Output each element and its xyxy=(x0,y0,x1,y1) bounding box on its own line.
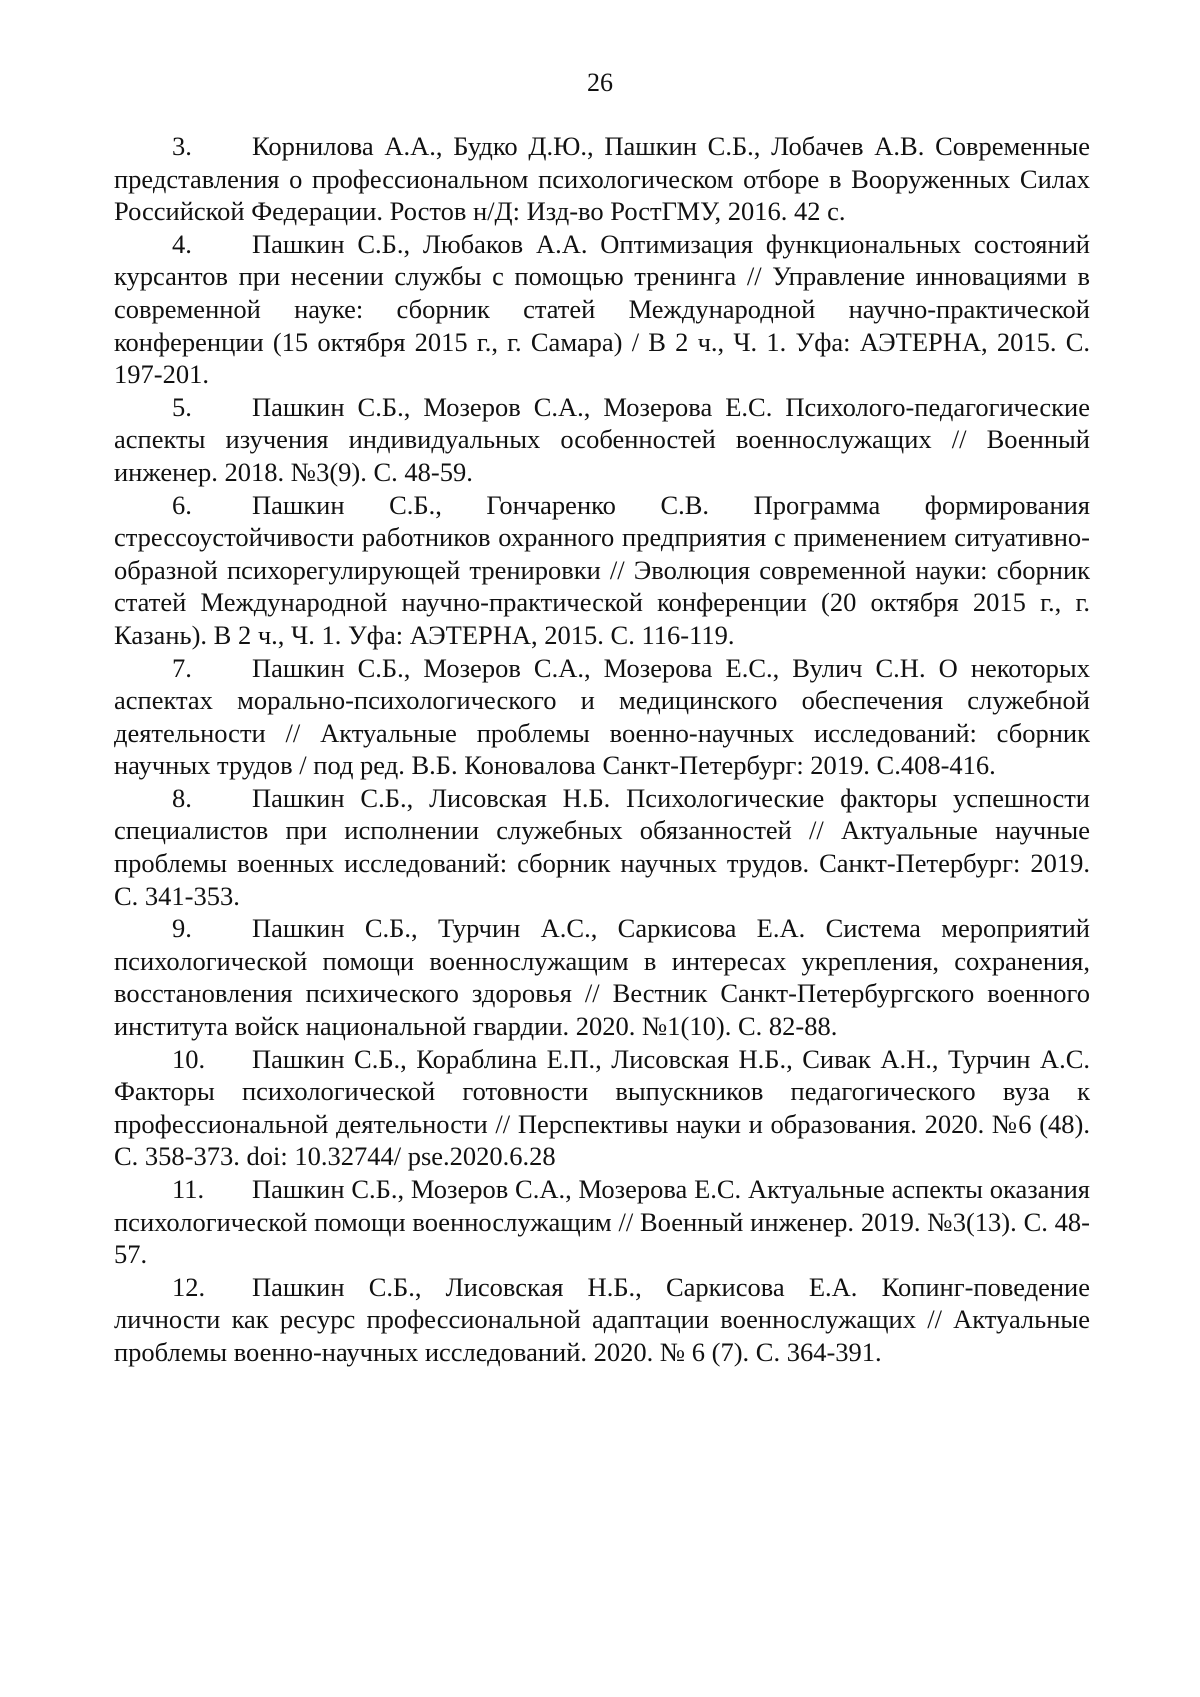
reference-text: Пашкин С.Б., Мозеров С.А., Мозерова Е.С. Актуальные аспекты оказания психологической помощи военнослужащим // Военный инженер. 2019. №3(13). С. 48-57. xyxy=(114,1174,1090,1270)
reference-item xyxy=(114,130,1090,228)
reference-text: Пашкин С.Б., Любаков А.А. Оптимизация функциональных состояний курсантов при несении службы с помощью тренинга // Управление инновациями в современной науке: сборник статей Международной научно-практической конференции (15 октября 2015 г., г. Самара) / В 2 ч., Ч. 1. Уфа: АЭТЕРНА, 2015. С. 197-201. xyxy=(114,228,1090,390)
reference-number: 10. xyxy=(172,1043,206,1074)
reference-text: Пашкин С.Б., Мозеров С.А., Мозерова Е.С. Психолого-педагогические аспекты изучения индивидуальных особенностей военнослужащих // Военный инженер. 2018. №3(9). С. 48-59. xyxy=(114,391,1090,487)
reference-item xyxy=(114,1271,1090,1369)
reference-number: 7. xyxy=(172,652,192,683)
reference-number: 9. xyxy=(172,913,192,944)
reference-number: 8. xyxy=(172,782,192,813)
reference-item xyxy=(114,391,1090,489)
reference-text: Корнилова А.А., Будко Д.Ю., Пашкин С.Б., Лобачев А.В. Современные представления о профессиональном психологическом отборе в Вооруженных Силах Российской Федерации. Ростов н/Д: Изд-во РостГМУ, 2016. 42 с. xyxy=(114,131,1090,227)
reference-number: 12. xyxy=(172,1271,206,1302)
reference-text: Пашкин С.Б., Лисовская Н.Б. Психологические факторы успешности специалистов при исполнении служебных обязанностей // Актуальные научные проблемы военных исследований: сборник научных трудов. Санкт-Петербург: 2019. С. 341-353. xyxy=(114,782,1090,911)
reference-text: Пашкин С.Б., Мозеров С.А., Мозерова Е.С., Вулич С.Н. О некоторых аспектах морально-психологического и медицинского обеспечения служебной деятельности // Актуальные проблемы военно-научных исследований: сборник научных трудов / под ред. В.Б. Коновалова Санкт-Петербург: 2019. С.408-416. xyxy=(114,652,1090,781)
reference-text: Пашкин С.Б., Гончаренко С.В. Программа формирования стрессоустойчивости работников охранного предприятия с применением ситуативно-образной психорегулирующей тренировки // Эволюция современной науки: сборник статей Международной научно-практической конференции (20 октября 2015 г., г. Казань). В 2 ч., Ч. 1. Уфа: АЭТЕРНА, 2015. С. 116-119. xyxy=(114,489,1090,650)
reference-number: 5. xyxy=(172,391,192,422)
page-number: 26 xyxy=(587,68,613,97)
reference-list xyxy=(114,130,1090,1369)
reference-item xyxy=(114,489,1090,652)
reference-text: Пашкин С.Б., Лисовская Н.Б., Саркисова Е.А. Копинг-поведение личности как ресурс профессиональной адаптации военнослужащих // Актуальные проблемы военно-научных исследований. 2020. № 6 (7). С. 364-391. xyxy=(114,1271,1090,1367)
reference-item xyxy=(114,228,1090,391)
reference-number: 6. xyxy=(172,489,192,520)
reference-text: Пашкин С.Б., Кораблина Е.П., Лисовская Н.Б., Сивак А.Н., Турчин А.С. Факторы психологической готовности выпускников педагогического вуза к профессиональной деятельности // Перспективы науки и образования. 2020. №6 (48). С. 358-373. doi: 10.32744/ pse.2020.6.28 xyxy=(114,1043,1090,1172)
reference-item xyxy=(114,912,1090,1042)
reference-item xyxy=(114,1043,1090,1173)
reference-number: 3. xyxy=(172,131,192,161)
reference-item xyxy=(114,782,1090,912)
reference-item xyxy=(114,1173,1090,1271)
reference-text: Пашкин С.Б., Турчин А.С., Саркисова Е.А. Система мероприятий психологической помощи военнослужащим в интересах укрепления, сохранения, восстановления психического здоровья // Вестник Санкт-Петербургского военного института войск национальной гвардии. 2020. №1(10). С. 82-88. xyxy=(114,913,1090,1042)
reference-number: 4. xyxy=(172,228,192,259)
reference-item xyxy=(114,652,1090,782)
reference-number: 11. xyxy=(172,1174,205,1204)
